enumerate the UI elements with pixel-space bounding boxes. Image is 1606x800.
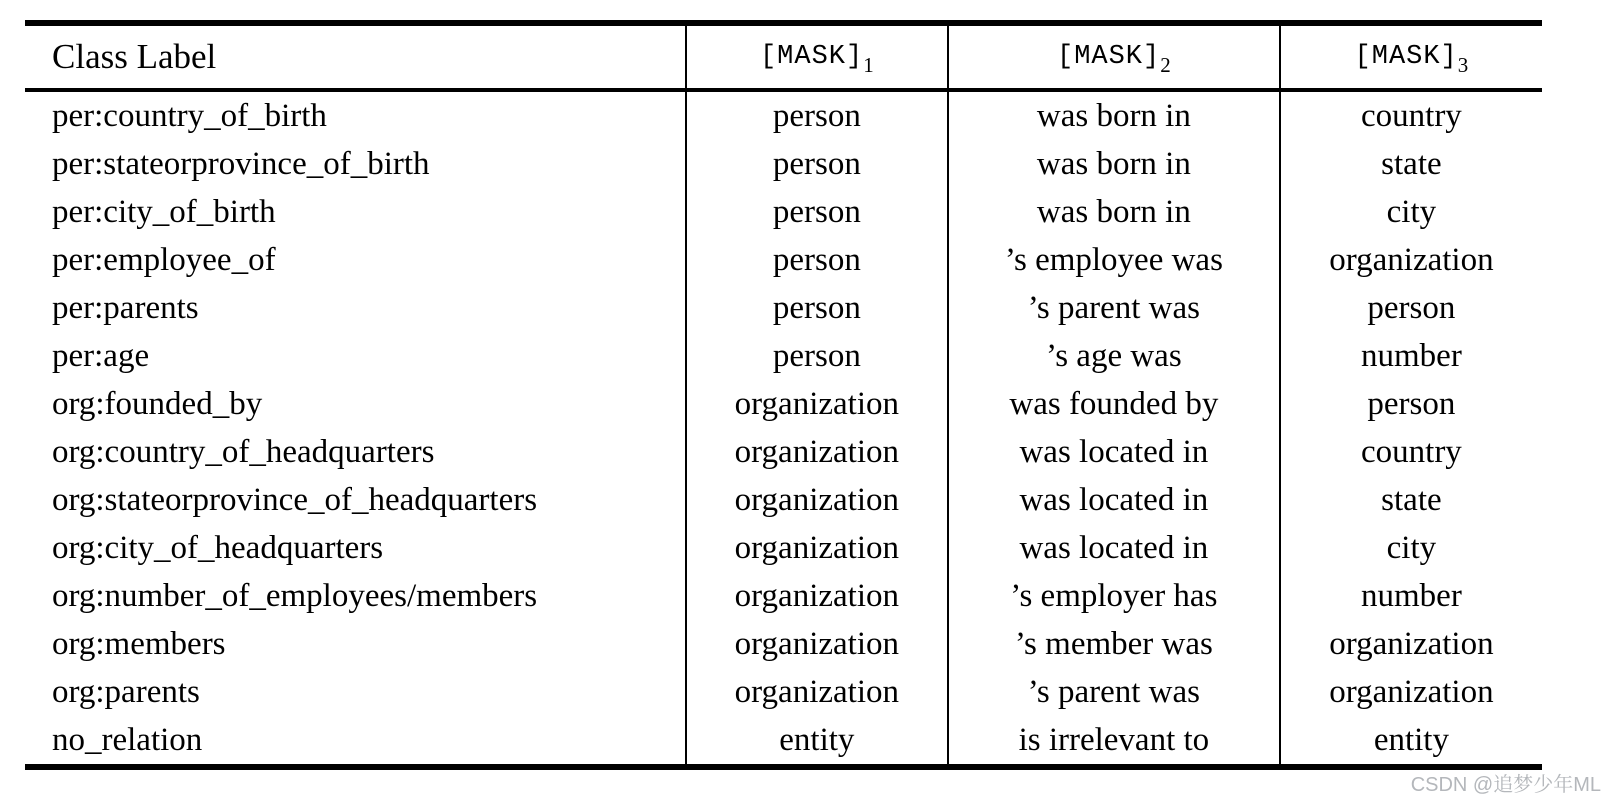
template-word-cell: ’s member was bbox=[948, 620, 1280, 668]
template-word-cell: person bbox=[686, 188, 948, 236]
column-header-mask2 bbox=[948, 23, 1280, 90]
template-word-cell: ’s parent was bbox=[948, 284, 1280, 332]
template-word-cell: organization bbox=[686, 428, 948, 476]
template-word-cell: city bbox=[1280, 188, 1542, 236]
class-label-cell: org:founded_by bbox=[52, 385, 263, 422]
class-label-cell: org:stateorprovince_of_headquarters bbox=[52, 481, 538, 518]
template-word-cell: ’s employee was bbox=[948, 236, 1280, 284]
template-word-cell: organization bbox=[686, 572, 948, 620]
class-label-cell: per:employee_of bbox=[52, 241, 276, 278]
class-label-cell: per:age bbox=[52, 337, 150, 374]
template-word-cell: organization bbox=[1280, 668, 1542, 716]
template-word-cell: person bbox=[1280, 284, 1542, 332]
template-word-cell: was founded by bbox=[948, 380, 1280, 428]
mask3-token: [MASK] bbox=[1354, 42, 1458, 72]
template-word-cell: entity bbox=[1280, 716, 1542, 767]
template-word-cell: entity bbox=[686, 716, 948, 767]
table-row bbox=[25, 380, 1542, 428]
template-word-cell: is irrelevant to bbox=[948, 716, 1280, 767]
template-word-cell: organization bbox=[686, 380, 948, 428]
template-word-cell: organization bbox=[686, 620, 948, 668]
template-word-cell: person bbox=[686, 236, 948, 284]
table-row bbox=[25, 332, 1542, 380]
mask1-token: [MASK] bbox=[759, 42, 864, 72]
table-row bbox=[25, 188, 1542, 236]
table-row bbox=[25, 476, 1542, 524]
template-word-cell: was located in bbox=[948, 428, 1280, 476]
mask1-subscript: 1 bbox=[863, 53, 874, 77]
class-label-cell: org:country_of_headquarters bbox=[52, 433, 435, 470]
table-row bbox=[25, 90, 1542, 140]
template-word-cell: organization bbox=[1280, 620, 1542, 668]
column-header-mask1 bbox=[686, 23, 948, 90]
template-word-cell: number bbox=[1280, 332, 1542, 380]
csdn-watermark: CSDN @追梦少年ML bbox=[1410, 774, 1601, 796]
template-word-cell: ’s parent was bbox=[948, 668, 1280, 716]
column-header-mask3 bbox=[1280, 23, 1542, 90]
template-word-cell: number bbox=[1280, 572, 1542, 620]
class-label-cell: per:country_of_birth bbox=[52, 97, 327, 134]
table-row bbox=[25, 140, 1542, 188]
table-header bbox=[25, 23, 1542, 90]
template-word-cell: country bbox=[1280, 90, 1542, 140]
table-row bbox=[25, 524, 1542, 572]
template-word-cell: city bbox=[1280, 524, 1542, 572]
template-word-cell: was born in bbox=[948, 90, 1280, 140]
template-word-cell: person bbox=[1280, 380, 1542, 428]
class-label-cell: org:city_of_headquarters bbox=[52, 529, 384, 566]
class-label-cell: org:number_of_employees/members bbox=[52, 577, 538, 614]
class-label-cell: per:stateorprovince_of_birth bbox=[52, 145, 430, 182]
template-word-cell: person bbox=[686, 332, 948, 380]
template-word-cell: organization bbox=[1280, 236, 1542, 284]
class-label-cell: org:members bbox=[52, 625, 226, 662]
table-row bbox=[25, 284, 1542, 332]
template-word-cell: organization bbox=[686, 524, 948, 572]
table-row bbox=[25, 716, 1542, 767]
template-word-cell: person bbox=[686, 140, 948, 188]
template-word-cell: organization bbox=[686, 668, 948, 716]
template-word-cell: person bbox=[686, 90, 948, 140]
table-row bbox=[25, 620, 1542, 668]
template-word-cell: was born in bbox=[948, 140, 1280, 188]
table-row bbox=[25, 572, 1542, 620]
mask3-subscript: 3 bbox=[1457, 53, 1469, 77]
template-word-cell: country bbox=[1280, 428, 1542, 476]
template-word-cell: state bbox=[1280, 140, 1542, 188]
template-word-cell: ’s employer has bbox=[948, 572, 1280, 620]
mask2-token: [MASK] bbox=[1057, 42, 1161, 72]
class-label-cell: per:city_of_birth bbox=[52, 193, 276, 230]
class-label-cell: org:parents bbox=[52, 673, 200, 710]
table-row bbox=[25, 428, 1542, 476]
template-word-cell: was located in bbox=[948, 524, 1280, 572]
class-label-cell: per:parents bbox=[52, 289, 199, 326]
table-body bbox=[25, 90, 1542, 767]
template-word-cell: state bbox=[1280, 476, 1542, 524]
column-header-class-label: Class Label bbox=[25, 23, 686, 90]
template-word-cell: ’s age was bbox=[948, 332, 1280, 380]
table-row bbox=[25, 236, 1542, 284]
mask2-subscript: 2 bbox=[1160, 53, 1171, 77]
template-word-cell: was located in bbox=[948, 476, 1280, 524]
prompt-template-table bbox=[25, 20, 1542, 770]
table-row bbox=[25, 668, 1542, 716]
template-word-cell: organization bbox=[686, 476, 948, 524]
template-word-cell: was born in bbox=[948, 188, 1280, 236]
class-label-cell: no_relation bbox=[52, 721, 203, 758]
template-word-cell: person bbox=[686, 284, 948, 332]
header-row bbox=[25, 23, 1542, 90]
